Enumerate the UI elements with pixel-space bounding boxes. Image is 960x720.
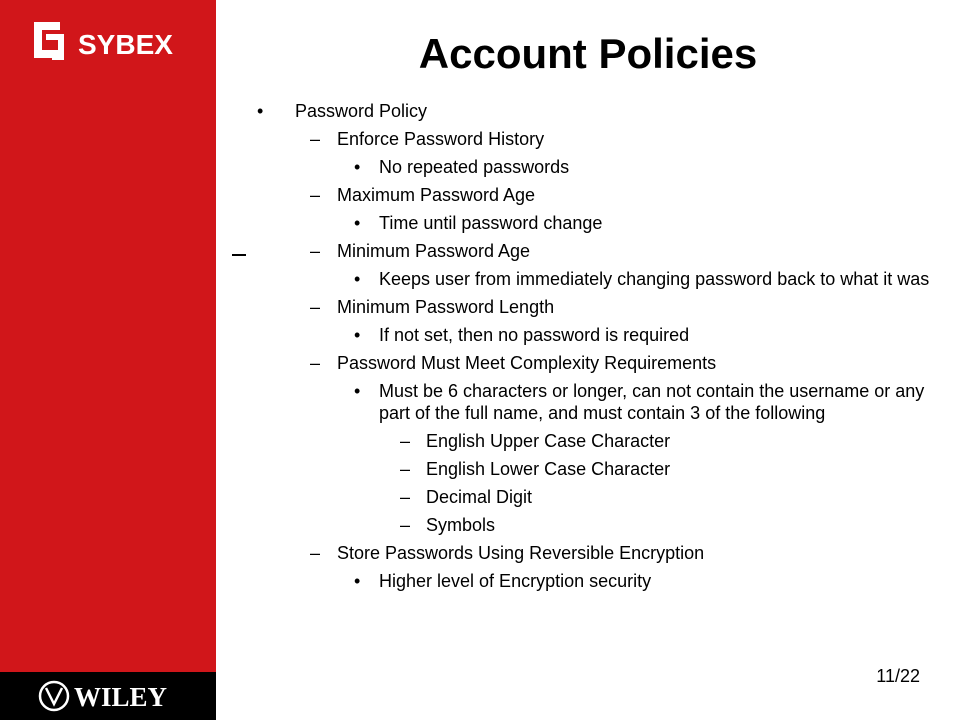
slide-title: Account Policies (418, 30, 758, 77)
bullet-item-level-4 (240, 458, 930, 480)
sybex-logo (30, 16, 200, 66)
bullet-text: Must be 6 characters or longer, can not contain the username or any part of the full name, and must contain 3 of the following (379, 381, 925, 423)
bullet-item-level-3 (240, 380, 930, 424)
bullet-item-level-2 (240, 352, 930, 374)
bullet-marker: – (310, 241, 321, 261)
bullet-marker: – (310, 129, 321, 149)
bullet-marker: – (400, 515, 411, 535)
bullet-marker: – (310, 297, 321, 317)
bullet-text: No repeated passwords (379, 157, 570, 177)
bullet-marker: – (400, 487, 411, 507)
bullet-item-level-4 (240, 486, 930, 508)
bullet-item-level-2 (240, 240, 930, 262)
sidebar-band (0, 0, 216, 720)
bullet-item-level-3 (240, 212, 930, 234)
bullet-text: Minimum Password Length (337, 297, 555, 317)
bullet-text: English Upper Case Character (426, 431, 671, 451)
bullet-marker: • (257, 101, 264, 121)
bullet-text: Minimum Password Age (337, 241, 531, 261)
bullet-item-level-4 (240, 514, 930, 536)
bullet-item-level-3 (240, 570, 930, 592)
wiley-logo-text: WILEY (74, 682, 168, 712)
bullet-marker: • (354, 157, 361, 177)
bullet-item-level-1 (240, 100, 930, 122)
bullet-list (240, 100, 930, 598)
bullet-marker: • (354, 381, 361, 401)
bullet-marker: – (310, 353, 321, 373)
bullet-text: English Lower Case Character (426, 459, 671, 479)
bullet-text: Higher level of Encryption security (379, 571, 652, 591)
bullet-item-level-2 (240, 184, 930, 206)
bullet-text: Keeps user from immediately changing password back to what it was (379, 269, 930, 289)
bullet-item-level-2 (240, 542, 930, 564)
bullet-marker: – (310, 185, 321, 205)
bullet-item-level-3 (240, 324, 930, 346)
bullet-marker: • (354, 213, 361, 233)
bullet-marker: • (354, 269, 361, 289)
sybex-logo-text: SYBEX (78, 29, 173, 60)
bullet-marker: • (354, 571, 361, 591)
bullet-text: Password Must Meet Complexity Requirements (337, 353, 717, 373)
bullet-text: Maximum Password Age (337, 185, 536, 205)
bullet-item-level-2 (240, 128, 930, 150)
page-number: 11/22 (876, 666, 920, 686)
bullet-item-level-2 (240, 296, 930, 318)
bullet-marker: – (400, 459, 411, 479)
bullet-text: Decimal Digit (426, 487, 533, 507)
bullet-text: Symbols (426, 515, 496, 535)
bullet-item-level-4 (240, 430, 930, 452)
bullet-text: If not set, then no password is required (379, 325, 690, 345)
bullet-text: Store Passwords Using Reversible Encryption (337, 543, 705, 563)
bullet-item-level-3 (240, 268, 930, 290)
bullet-marker: – (310, 543, 321, 563)
wiley-logo (38, 679, 178, 713)
stray-dash-mark (232, 254, 246, 256)
bullet-text: Enforce Password History (337, 129, 545, 149)
bullet-text: Password Policy (295, 101, 428, 121)
bullet-text: Time until password change (379, 213, 603, 233)
bullet-marker: – (400, 431, 411, 451)
bullet-marker: • (354, 325, 361, 345)
bullet-item-level-3 (240, 156, 930, 178)
